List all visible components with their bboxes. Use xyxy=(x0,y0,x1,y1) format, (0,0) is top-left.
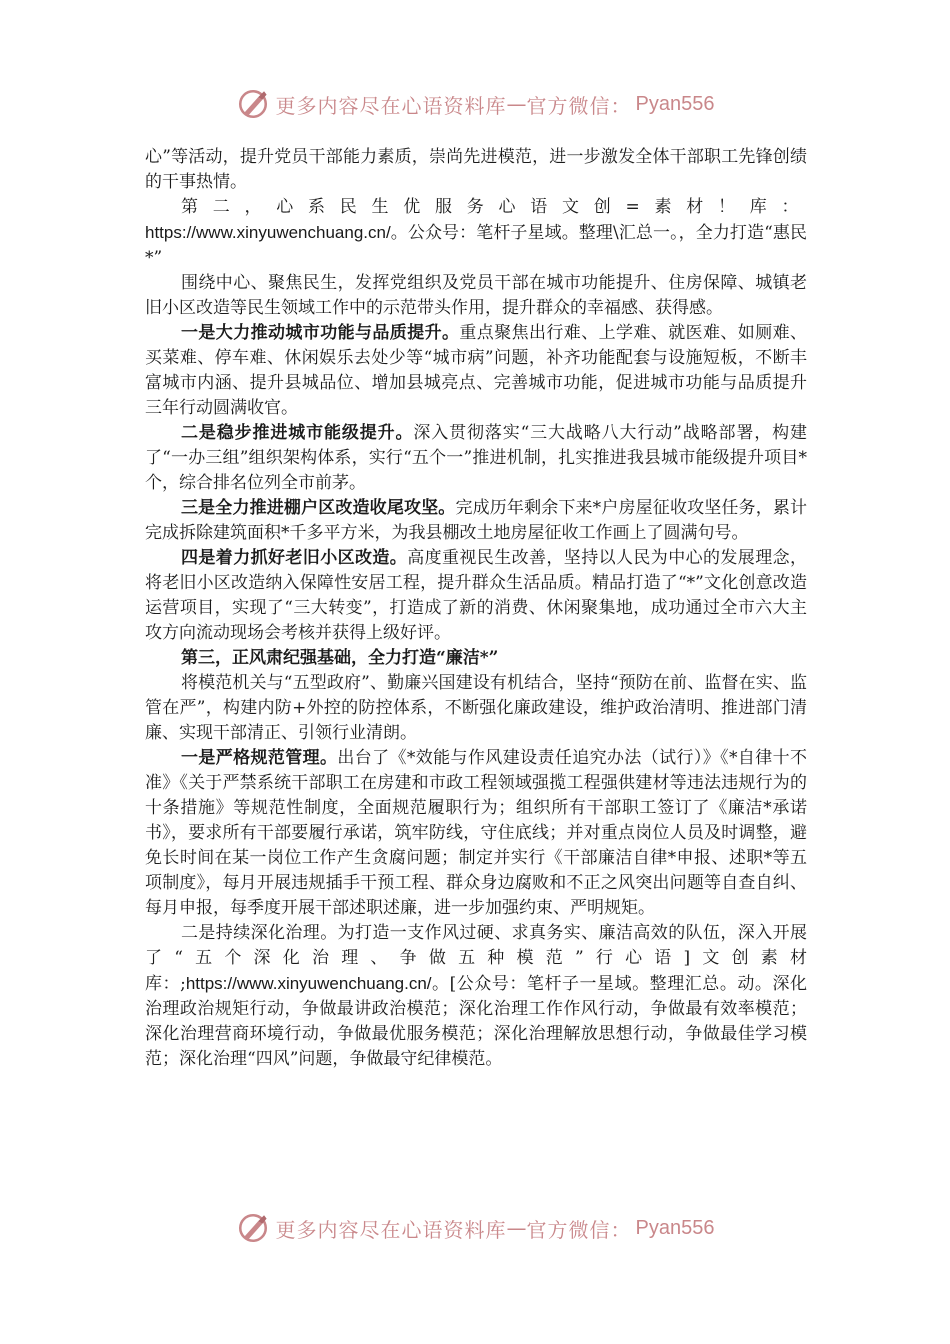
paragraph-10-text: 出台了《*效能与作风建设责任追究办法（试行）》《*自律十不准》《关于严禁系统干部职工在房建和市政工程领域强揽工程强供建材等违法违规行为的十条措施》等规范性制度，全面规范履职行为；组织所有干部职工签订了《廉洁*承诺书》，要求所有干部要履行承诺，筑牢防线，守住底线；并对重点岗位人员及时调整，避免长时间在某一岗位工作产生贪腐问题；制定并实行《干部廉洁自律*申报、述职*等五项制度》，每月开展违规插手干预工程、群众身边腐败和不正之风突出问题等自查自纠、每月申报，每季度开展干部述职述廉，进一步加强约束、严明规矩。 xyxy=(145,748,807,918)
paragraph-4 xyxy=(145,321,807,421)
header-watermark xyxy=(0,84,950,124)
wechat-label: 官方微信： xyxy=(526,1217,632,1242)
wechat-label: 官方微信： xyxy=(526,93,632,118)
website-link[interactable]: https://www.xinyuwenchuang.cn/ xyxy=(145,223,391,242)
watermark-separator: — xyxy=(506,92,527,116)
paragraph-6-lead: 三是全力推进棚户区改造收尾攻坚。 xyxy=(181,498,456,518)
section-heading-3-text: 第三，正风肃纪强基础，全力打造“廉洁*” xyxy=(181,648,499,668)
paragraph-4-lead: 一是大力推动城市功能与品质提升。 xyxy=(181,323,460,343)
section-heading-3 xyxy=(145,646,807,671)
pen-nib-logo-icon xyxy=(236,1211,270,1245)
wechat-id: Pyan556 xyxy=(635,92,715,115)
footer-watermark xyxy=(0,1208,950,1248)
wechat-id: Pyan556 xyxy=(635,1216,715,1239)
paragraph-11-part-a: 二是持续深化治理。为打造一支作风过硬、求真务实、廉洁高效的队伍，深入开展了“五个深化治理、争做五种模范”行心语]文创素材库：; xyxy=(145,923,807,994)
paragraph-4-text: 重点聚焦出行难、上学难、就医难、如厕难、买菜难、停车难、休闲娱乐去处少等“城市病”问题，补齐功能配套与设施短板，不断丰富城市内涵、提升县城品位、增加县城亮点、完善城市功能，促进城市功能与品质提升三年行动圆满收官。 xyxy=(145,323,808,418)
paragraph-9: 将模范机关与“五型政府”、勤廉兴国建设有机结合，坚持“预防在前、监督在实、监管在严”，构建内防+外控的防控体系，不断强化廉政建设，维护政治清明、推进部门清廉、实现干部清正、引领行业清朗。 xyxy=(145,673,807,743)
watermark-text: 更多内容尽在心语资料库 xyxy=(275,1217,507,1242)
paragraph-11 xyxy=(145,921,807,1072)
pen-nib-logo-icon xyxy=(236,87,270,121)
section-heading-2-spaced: 第二，心系民生优服务心语文创=素材！库： xyxy=(181,197,807,217)
paragraph-6 xyxy=(145,496,807,546)
watermark-text: 更多内容尽在心语资料库 xyxy=(275,93,507,118)
paragraph-11-part-b: 。[公众号：笔杆子一星域。整理汇总。动。深化治理政治规矩行动，争做最讲政治模范；深化治理工作作风行动，争做最有效率模范；深化治理营商环境行动，争做最优服务模范；深化治理解放思想行动，争做最佳学习模范；深化治理“四风”问题，争做最守纪律模范。 xyxy=(145,974,807,1069)
paragraph-5-lead: 二是稳步推进城市能级提升。 xyxy=(181,423,414,443)
paragraph-3: 围绕中心、聚焦民生，发挥党组织及党员干部在城市功能提升、住房保障、城镇老旧小区改造等民生领域工作中的示范带头作用，提升群众的幸福感、获得感。 xyxy=(145,273,807,318)
paragraph-7-lead: 四是着力抓好老旧小区改造。 xyxy=(181,548,408,568)
paragraph-7-text: 高度重视民生改善，坚持以人民为中心的发展理念，将老旧小区改造纳入保障性安居工程，提升群众生活品质。精品打造了“*”文化创意改造运营项目，实现了“三大转变”，打造成了新的消费、休闲聚集地，成功通过全市六大主攻方向流动现场会考核并获得上级好评。 xyxy=(145,548,808,643)
section-heading-2-rest: 。公众号：笔杆子星域。整理\汇总一。，全力打造“惠民*” xyxy=(145,223,807,268)
document-body xyxy=(145,145,807,1072)
paragraph-5-text: 深入贯彻落实“三大战略八大行动”战略部署，构建了“一办三组”组织架构体系，实行“五个一”推进机制，扎实推进我县城市能级提升项目*个，综合排名位列全市前茅。 xyxy=(145,423,807,493)
paragraph-10-lead: 一是严格规范管理。 xyxy=(181,748,338,768)
paragraph-6-text: 完成历年剩余下来*户房屋征收攻坚任务，累计完成拆除建筑面积*千多平方米，为我县棚改土地房屋征收工作画上了圆满句号。 xyxy=(145,498,808,543)
section-heading-2 xyxy=(145,195,807,271)
watermark-separator: — xyxy=(506,1216,527,1240)
paragraph-5 xyxy=(145,421,807,496)
website-link-2[interactable]: https://www.xinyuwenchuang.cn/ xyxy=(185,974,432,993)
paragraph-1: 心”等活动，提升党员干部能力素质，崇尚先进模范，进一步激发全体干部职工先锋创绩的干事热情。 xyxy=(145,147,807,192)
paragraph-7 xyxy=(145,546,807,646)
paragraph-10 xyxy=(145,746,807,921)
